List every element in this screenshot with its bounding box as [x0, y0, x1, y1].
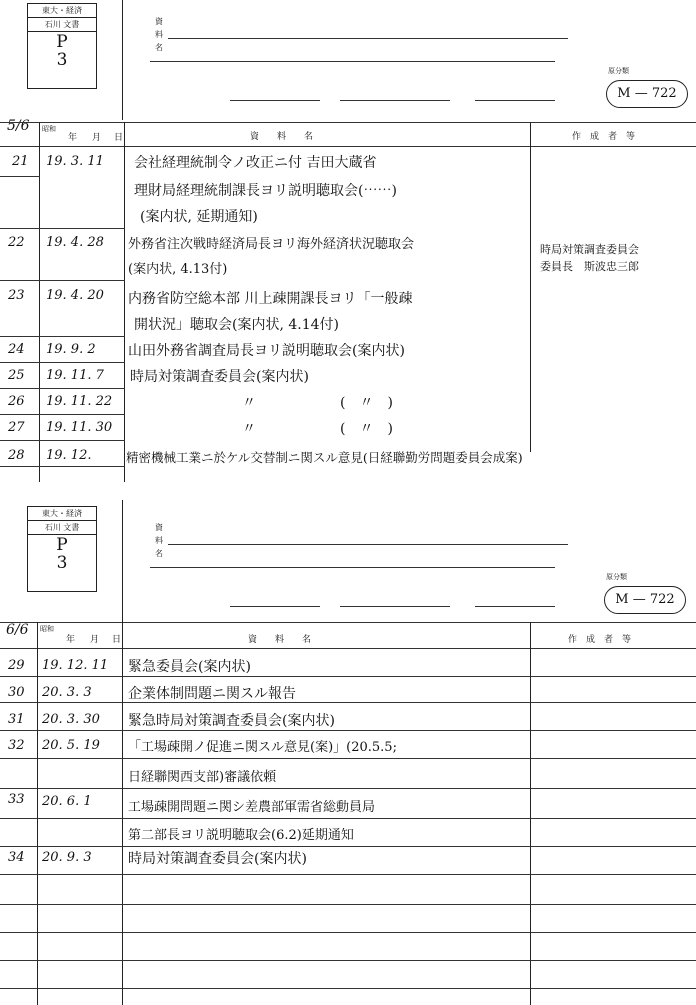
index-card-2	[0, 500, 696, 1005]
row-date: 20. 6. 1	[42, 794, 92, 809]
col-divider-author	[530, 622, 531, 1005]
row-rule	[0, 362, 125, 363]
stamp-code-bottom: 3	[56, 50, 68, 70]
row-number: 30	[8, 685, 25, 700]
field-label-1: 資	[155, 17, 163, 26]
row-title-line: 開状況」聴取会(案内状, 4.14付)	[134, 317, 339, 333]
header-title: 資 料 名	[250, 132, 314, 142]
archive-stamp	[27, 506, 97, 592]
row-rule	[0, 758, 696, 759]
row-number: 31	[8, 712, 25, 727]
row-title-line: 理財局経理統制課長ヨリ説明聴取会(⋯⋯)	[134, 183, 397, 199]
stamp-collection: 石川 文書	[28, 18, 96, 32]
row-title-line: 時局対策調査委員会(案内状)	[130, 369, 309, 385]
row-title-line: 工場疎開問題ニ関シ差農部軍需省総動員局	[128, 800, 376, 815]
title-blank-line	[168, 38, 568, 39]
header-author: 作 成 者 等	[568, 635, 632, 645]
row-title-line: (案内状, 4.13付)	[128, 262, 228, 277]
row-rule	[0, 280, 125, 281]
row-title-line: 「工場疎開ノ促進ニ関スル意見(案)」(20.5.5;	[128, 740, 397, 755]
title-blank-line	[475, 606, 555, 607]
row-rule	[0, 788, 696, 789]
title-blank-line	[150, 61, 555, 62]
field-label-2: 料	[155, 536, 163, 545]
row-rule	[0, 336, 125, 337]
header-divider	[122, 500, 123, 624]
row-rule	[0, 874, 696, 875]
header-year: 年	[68, 133, 78, 143]
row-author-line: 時局対策調査委員会	[540, 243, 639, 256]
title-blank-line	[150, 567, 555, 568]
row-number: 23	[8, 288, 25, 303]
row-number: 24	[8, 342, 25, 357]
classification-code: M — 722	[604, 586, 686, 614]
header-era: 昭和	[40, 625, 54, 633]
header-title: 資 料 名	[248, 635, 312, 645]
header-era: 昭和	[42, 125, 56, 133]
title-blank-line	[340, 606, 450, 607]
row-date: 19. 4. 28	[46, 235, 104, 250]
row-date: 19. 11. 30	[46, 420, 113, 435]
row-date: 19. 3. 11	[46, 154, 104, 169]
row-title-line: 企業体制問題ニ関スル報告	[128, 686, 296, 702]
title-blank-line	[340, 100, 450, 101]
row-number: 25	[8, 368, 25, 383]
row-title-line: 会社経理統制令ノ改正ニ付 吉田大蔵省	[134, 155, 377, 171]
row-rule	[0, 414, 125, 415]
field-label-3: 名	[155, 43, 163, 52]
header-month: 月	[90, 635, 100, 645]
table-top-rule	[0, 622, 696, 623]
row-date: 19. 9. 2	[46, 342, 96, 357]
field-label-2: 料	[155, 30, 163, 39]
row-title-line: 精密機械工業ニ於ケル交替制ニ関スル意見(日経聯勤労問題委員会成案)	[126, 450, 523, 465]
row-number: 29	[8, 658, 25, 673]
row-rule	[0, 818, 696, 819]
row-date: 19. 12. 11	[42, 658, 109, 673]
archive-stamp	[27, 3, 97, 89]
col-divider-date	[122, 622, 123, 1005]
row-number: 21	[12, 154, 29, 169]
row-title-line: (案内状, 延期通知)	[140, 209, 258, 225]
row-number: 22	[8, 235, 25, 250]
row-rule	[0, 846, 696, 847]
row-rule	[0, 676, 696, 677]
title-blank-line	[475, 100, 555, 101]
row-number: 33	[8, 792, 25, 807]
row-rule	[0, 440, 125, 441]
classification-code: M — 722	[606, 80, 688, 108]
row-number: 32	[8, 738, 25, 753]
row-title-line: 外務省注次戦時経済局長ヨリ海外経済状況聴取会	[128, 237, 415, 252]
header-divider	[122, 0, 123, 120]
row-title-line: 〃 ( 〃 )	[200, 421, 393, 437]
header-year: 年	[66, 635, 76, 645]
row-rule	[0, 702, 696, 703]
classification-label: 原分類	[608, 67, 629, 75]
row-rule	[0, 176, 40, 177]
header-author: 作 成 者 等	[572, 132, 636, 142]
header-day: 日	[112, 635, 122, 645]
col-divider-num	[37, 622, 38, 1005]
index-card-1	[0, 0, 696, 490]
row-number: 34	[8, 850, 25, 865]
row-rule	[0, 932, 696, 933]
classification-label: 原分類	[606, 573, 627, 581]
row-title-line: 〃 ( 〃 )	[200, 395, 393, 411]
stamp-code-bottom: 3	[56, 553, 68, 573]
field-label-3: 名	[155, 549, 163, 558]
row-rule	[0, 388, 125, 389]
row-date: 19. 4. 20	[46, 288, 104, 303]
row-number: 27	[8, 420, 25, 435]
stamp-org: 東大・経済	[28, 507, 96, 521]
row-title-line: 第二部長ヨリ説明聴取会(6.2)延期通知	[128, 828, 354, 843]
row-title-line: 内務省防空総本部 川上疎開課長ヨリ「一般疎	[128, 291, 413, 307]
title-blank-line	[230, 606, 320, 607]
col-divider-date	[124, 122, 125, 482]
row-rule	[0, 904, 696, 905]
stamp-code-top: P	[56, 535, 68, 555]
row-author-line: 委員長 斯波忠三郎	[540, 260, 639, 273]
row-title-line: 山田外務省調査局長ヨリ説明聴取会(案内状)	[128, 343, 405, 359]
row-date: 20. 3. 30	[42, 712, 100, 727]
row-rule	[0, 730, 696, 731]
row-title-line: 緊急委員会(案内状)	[128, 659, 251, 675]
row-date: 19. 12.	[46, 448, 92, 463]
row-rule	[0, 988, 696, 989]
row-rule	[0, 960, 696, 961]
table-header-rule	[0, 648, 696, 649]
header-day: 日	[114, 133, 124, 143]
header-month: 月	[92, 133, 102, 143]
row-number: 26	[8, 394, 25, 409]
table-top-rule	[0, 122, 696, 123]
row-date: 19. 11. 7	[46, 368, 104, 383]
row-rule	[0, 228, 125, 229]
stamp-collection: 石川 文書	[28, 521, 96, 535]
row-date: 20. 9. 3	[42, 850, 92, 865]
row-date: 19. 11. 22	[46, 394, 113, 409]
title-blank-line	[230, 100, 320, 101]
stamp-code-top: P	[56, 32, 68, 52]
date-stamp: 6/6	[6, 622, 29, 638]
row-number: 28	[8, 448, 25, 463]
row-title-line: 日経聯関西支部)審議依頼	[128, 770, 277, 785]
row-title-line: 時局対策調査委員会(案内状)	[128, 851, 307, 867]
title-blank-line	[168, 544, 568, 545]
row-title-line: 緊急時局対策調査委員会(案内状)	[128, 713, 335, 729]
row-date: 20. 3. 3	[42, 685, 92, 700]
field-label-1: 資	[155, 523, 163, 532]
stamp-org: 東大・経済	[28, 4, 96, 18]
table-header-rule	[0, 146, 696, 147]
col-divider-author	[530, 122, 531, 452]
row-date: 20. 5. 19	[42, 738, 100, 753]
row-rule	[0, 466, 125, 467]
date-stamp: 5/6	[7, 118, 30, 134]
